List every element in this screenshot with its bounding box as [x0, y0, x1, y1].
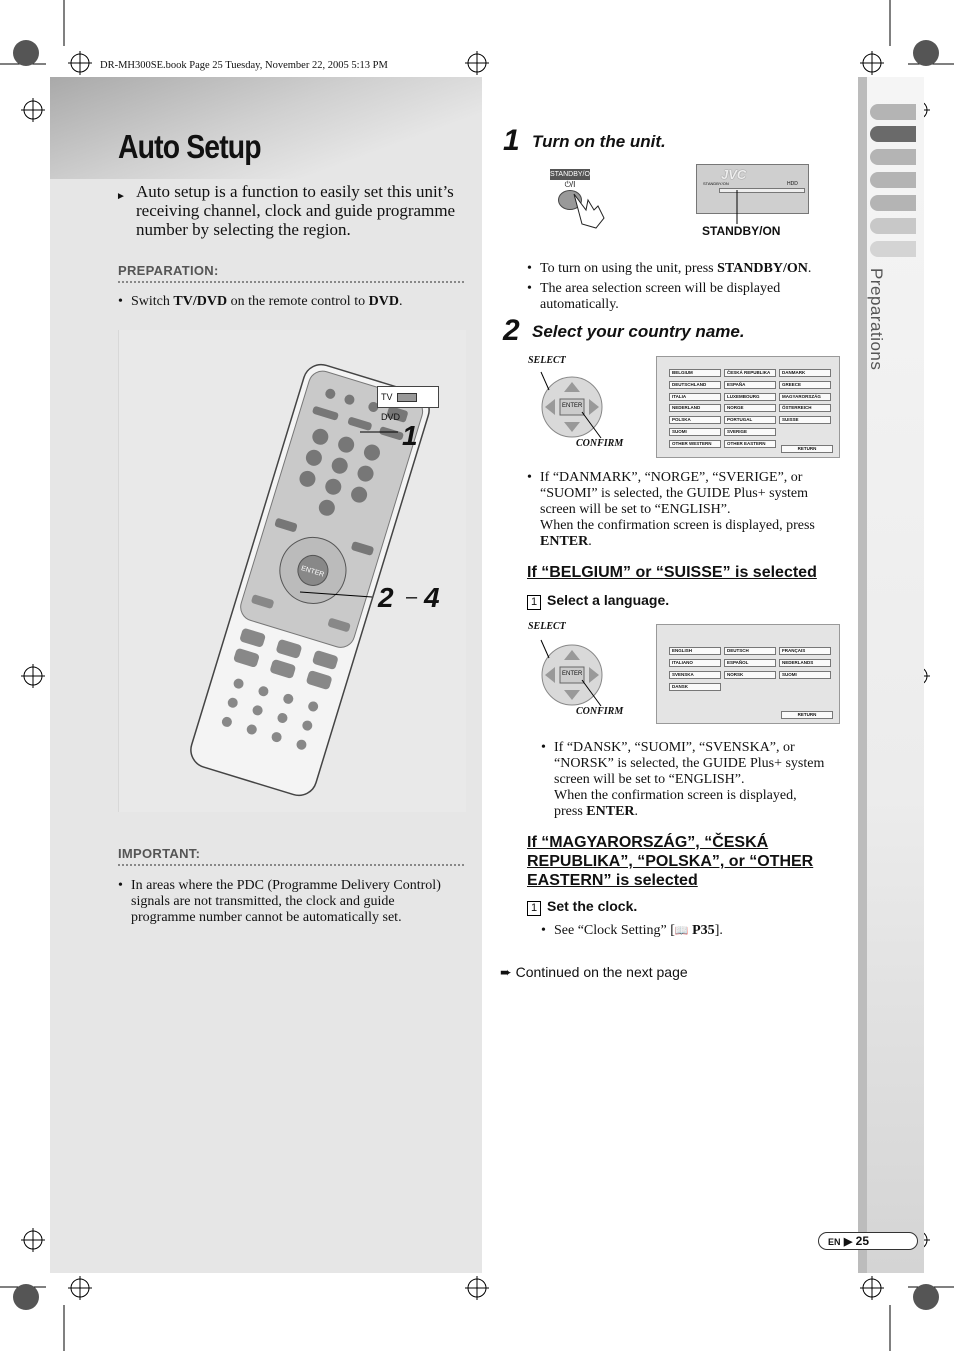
option-cell[interactable]: BELGIUM	[669, 369, 721, 377]
divider	[118, 864, 464, 866]
side-tab	[870, 149, 916, 165]
option-cell[interactable]: LUXEMBOURG	[724, 393, 776, 401]
option-cell[interactable]: MAGYARORSZÁG	[779, 393, 831, 401]
option-cell[interactable]: NORSK	[724, 671, 776, 679]
side-section-label: Preparations	[867, 268, 886, 371]
confirm-label-2: CONFIRM	[576, 706, 624, 717]
intro-paragraph: Auto setup is a function to easily set this unit’s receiving channel, clock and guide programme number by selecting the region.	[136, 182, 456, 239]
eastern-heading: If “MAGYARORSZÁG”, “ČESKÁ REPUBLIKA”, “POLSKA”, or “OTHER EASTERN” is selected	[527, 834, 814, 889]
front-panel-image: JVC STANDBY/ON HDD	[696, 164, 809, 214]
option-cell[interactable]: ÖSTERREICH	[779, 404, 831, 412]
eastern-step: 1 Set the clock.	[527, 898, 637, 916]
step-1-number: 1	[503, 124, 520, 157]
option-cell[interactable]: ENGLISH	[669, 647, 721, 655]
eastern-bullet: • See “Clock Setting” [📖 P35].	[541, 923, 723, 938]
side-bar-edge	[858, 77, 867, 1273]
option-cell[interactable]: DEUTSCH	[724, 647, 776, 655]
step-2-number: 2	[503, 314, 520, 347]
language-selection-screen	[656, 624, 840, 724]
right-arrow-icon: ➨	[500, 964, 512, 980]
standby-caption: STANDBY/ON	[702, 224, 781, 238]
option-cell[interactable]: FRANÇAIS	[779, 647, 831, 655]
side-tab	[870, 218, 916, 234]
step-2-title: Select your country name.	[532, 322, 745, 341]
country-selection-screen	[656, 356, 840, 458]
book-icon: 📖	[674, 925, 689, 937]
page-number-badge: EN ▶ 25	[818, 1232, 918, 1250]
option-cell[interactable]: ESPAÑOL	[724, 659, 776, 667]
option-cell[interactable]: OTHER EASTERN	[724, 440, 776, 448]
step-2-bullet: • If “DANMARK”, “NORGE”, “SVERIGE”, or “SUOMI” is selected, the GUIDE Plus+ system screen will be set to “ENGLISH”. When the confirmation screen is displayed, press ENTER.	[527, 470, 815, 549]
standby-button-image: STANDBY/ON ⏻/I	[550, 169, 590, 215]
preparation-bullet: • Switch TV/DVD on the remote control to DVD.	[118, 294, 403, 309]
continued-note: ➨ Continued on the next page	[500, 964, 688, 980]
panel-callout-line	[735, 190, 739, 224]
select-label: SELECT	[528, 355, 566, 366]
divider	[118, 281, 464, 283]
option-cell[interactable]: OTHER WESTERN	[669, 440, 721, 448]
preparation-heading: PREPARATION:	[118, 263, 219, 278]
side-tab	[870, 241, 916, 257]
important-heading: IMPORTANT:	[118, 846, 201, 861]
callout-1: 1	[402, 420, 418, 451]
enter-key-label: ENTER	[562, 403, 583, 409]
option-cell[interactable]: DEUTSCHLAND	[669, 381, 721, 389]
play-arrow-icon: ▶	[843, 1236, 853, 1248]
callout-4: 4	[424, 582, 440, 613]
option-cell[interactable]: SUOMI	[669, 428, 721, 436]
svg-text:ENTER: ENTER	[300, 565, 325, 579]
option-cell[interactable]: SVERIGE	[724, 428, 776, 436]
step-1-bullet-2: • The area selection screen will be displayed automatically.	[527, 281, 781, 312]
option-cell[interactable]: NORGE	[724, 404, 776, 412]
option-cell[interactable]: ITALIANO	[669, 659, 721, 667]
belgium-step: 1 Select a language.	[527, 592, 669, 610]
callout-2: 2	[378, 582, 394, 613]
intro-text	[118, 182, 468, 239]
side-tab	[870, 172, 916, 188]
option-cell[interactable]: SUISSE	[779, 416, 831, 424]
option-cell[interactable]: DANMARK	[779, 369, 831, 377]
important-bullet: • In areas where the PDC (Programme Delivery Control) signals are not transmitted, the clock and guide programme number cannot be automatically set.	[118, 878, 441, 925]
option-cell[interactable]: ESPAÑA	[724, 381, 776, 389]
option-cell[interactable]: PORTUGAL	[724, 416, 776, 424]
select-label-2: SELECT	[528, 621, 566, 632]
remote-control-image	[150, 360, 470, 810]
option-cell[interactable]: GREECE	[779, 381, 831, 389]
callout-dash: –	[406, 586, 418, 608]
option-cell[interactable]: SVENSKA	[669, 671, 721, 679]
hand-pointer-icon	[568, 188, 608, 230]
return-button[interactable]: RETURN	[781, 445, 833, 453]
page-title: Auto Setup	[118, 128, 261, 165]
side-tab	[870, 195, 916, 211]
step-1-bullet-1: • To turn on using the unit, press STANDBY/ON.	[527, 261, 812, 276]
option-cell[interactable]: ITALIA	[669, 393, 721, 401]
step-1-title: Turn on the unit.	[532, 132, 666, 151]
tv-dvd-switch: TV DVD	[377, 386, 439, 408]
belgium-suisse-heading: If “BELGIUM” or “SUISSE” is selected	[527, 564, 817, 581]
option-cell[interactable]: POLSKA	[669, 416, 721, 424]
option-cell[interactable]: SUOMI	[779, 671, 831, 679]
confirm-label: CONFIRM	[576, 438, 624, 449]
belgium-bullet: • If “DANSK”, “SUOMI”, “SVENSKA”, or “NORSK” is selected, the GUIDE Plus+ system screen will be set to “ENGLISH”. When the confirmation screen is displayed, press ENTER.	[541, 740, 825, 819]
side-tab	[870, 104, 916, 120]
title-band	[50, 77, 482, 179]
option-cell[interactable]: ČESKÁ REPUBLIKA	[724, 369, 776, 377]
enter-key-label-2: ENTER	[562, 671, 583, 677]
option-cell[interactable]: NEDERLANDS	[779, 659, 831, 667]
bullet-arrow-icon: ►	[116, 191, 126, 202]
side-tab-active	[870, 126, 916, 142]
return-button[interactable]: RETURN	[781, 711, 833, 719]
file-info-header: DR-MH300SE.book Page 25 Tuesday, November 22, 2005 5:13 PM	[100, 60, 388, 71]
option-cell[interactable]: NEDERLAND	[669, 404, 721, 412]
option-cell[interactable]: DANSK	[669, 683, 721, 691]
